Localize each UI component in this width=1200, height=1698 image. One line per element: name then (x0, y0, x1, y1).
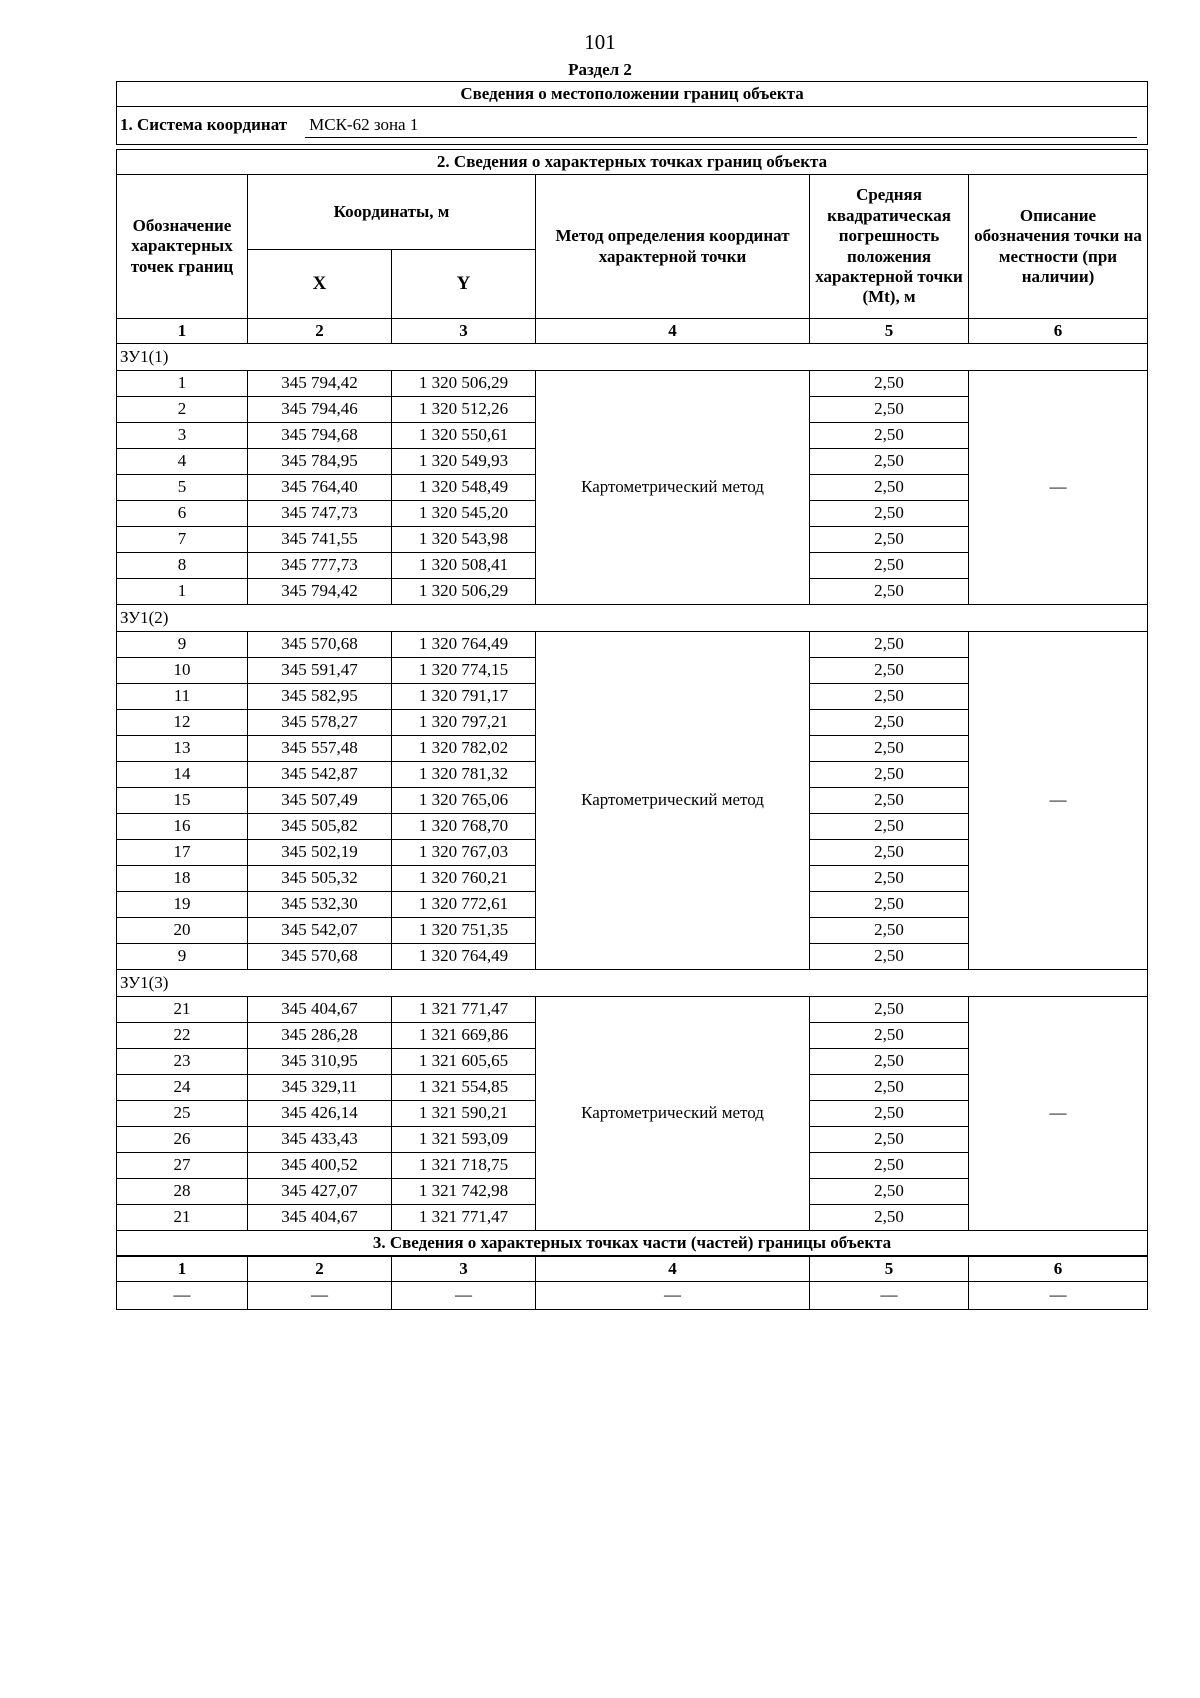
coord-y: 1 320 797,21 (392, 710, 536, 736)
coord-y: 1 320 765,06 (392, 788, 536, 814)
point-number: 16 (117, 814, 248, 840)
coord-x: 345 427,07 (248, 1179, 392, 1205)
point-number: 6 (117, 501, 248, 527)
point-number: 2 (117, 397, 248, 423)
coord-y: 1 320 772,61 (392, 892, 536, 918)
coord-y: 1 320 550,61 (392, 423, 536, 449)
coord-x: 345 747,73 (248, 501, 392, 527)
coord-y: 1 320 548,49 (392, 475, 536, 501)
coord-y: 1 320 782,02 (392, 736, 536, 762)
header-coordinates: Координаты, м (248, 175, 536, 250)
point-number: 19 (117, 892, 248, 918)
point-number: 25 (117, 1101, 248, 1127)
mean-error: 2,50 (810, 632, 969, 658)
coord-x: 345 433,43 (248, 1127, 392, 1153)
coord-x: 345 557,48 (248, 736, 392, 762)
table-row (117, 997, 1148, 1023)
column-number: 6 (969, 319, 1148, 344)
description-cell: — (969, 632, 1148, 970)
point-number: 5 (117, 475, 248, 501)
coord-y: 1 321 771,47 (392, 1205, 536, 1231)
coord-x: 345 794,68 (248, 423, 392, 449)
header-description: Описание обозначения точки на местности (при наличии) (969, 175, 1148, 319)
coord-x: 345 505,82 (248, 814, 392, 840)
mean-error: 2,50 (810, 1023, 969, 1049)
point-number: 24 (117, 1075, 248, 1101)
coord-x: 345 578,27 (248, 710, 392, 736)
empty-cell: — (248, 1282, 392, 1310)
mean-error: 2,50 (810, 1101, 969, 1127)
coord-y: 1 320 781,32 (392, 762, 536, 788)
coord-x: 345 502,19 (248, 840, 392, 866)
point-number: 9 (117, 632, 248, 658)
coord-x: 345 570,68 (248, 632, 392, 658)
coord-x: 345 505,32 (248, 866, 392, 892)
column-number: 4 (536, 319, 810, 344)
point-number: 11 (117, 684, 248, 710)
header-y: Y (392, 250, 536, 319)
column-number: 2 (248, 1256, 392, 1282)
coord-y: 1 320 506,29 (392, 371, 536, 397)
coord-y: 1 320 767,03 (392, 840, 536, 866)
coord-y: 1 320 549,93 (392, 449, 536, 475)
mean-error: 2,50 (810, 553, 969, 579)
coord-y: 1 320 760,21 (392, 866, 536, 892)
coord-x: 345 777,73 (248, 553, 392, 579)
coord-x: 345 286,28 (248, 1023, 392, 1049)
page-number: 101 (584, 30, 616, 54)
coord-y: 1 321 593,09 (392, 1127, 536, 1153)
point-number: 23 (117, 1049, 248, 1075)
mean-error: 2,50 (810, 423, 969, 449)
points-section-title: 2. Сведения о характерных точках границ объекта (117, 150, 1148, 175)
mean-error: 2,50 (810, 527, 969, 553)
mean-error: 2,50 (810, 814, 969, 840)
point-number: 20 (117, 918, 248, 944)
point-number: 14 (117, 762, 248, 788)
mean-error: 2,50 (810, 710, 969, 736)
column-number: 1 (117, 1256, 248, 1282)
coord-y: 1 320 768,70 (392, 814, 536, 840)
group-name: ЗУ1(2) (117, 605, 1148, 632)
coord-y: 1 321 554,85 (392, 1075, 536, 1101)
coord-x: 345 582,95 (248, 684, 392, 710)
coord-x: 345 404,67 (248, 997, 392, 1023)
coord-y: 1 321 669,86 (392, 1023, 536, 1049)
header-point-designation: Обозначение характерных точек границ (117, 175, 248, 319)
mean-error: 2,50 (810, 475, 969, 501)
point-number: 3 (117, 423, 248, 449)
empty-cell: — (969, 1282, 1148, 1310)
mean-error: 2,50 (810, 1075, 969, 1101)
coord-y: 1 321 718,75 (392, 1153, 536, 1179)
coord-y: 1 320 764,49 (392, 632, 536, 658)
coord-y: 1 321 590,21 (392, 1101, 536, 1127)
empty-cell: — (392, 1282, 536, 1310)
point-number: 22 (117, 1023, 248, 1049)
column-number-row (117, 319, 1148, 344)
parts-empty-row (117, 1282, 1148, 1310)
coord-system-label: 1. Система координат (120, 115, 288, 135)
mean-error: 2,50 (810, 1153, 969, 1179)
method-cell: Картометрический метод (536, 632, 810, 970)
point-number: 17 (117, 840, 248, 866)
mean-error: 2,50 (810, 840, 969, 866)
coord-x: 345 542,87 (248, 762, 392, 788)
empty-cell: — (536, 1282, 810, 1310)
group-name: ЗУ1(3) (117, 970, 1148, 997)
coord-x: 345 784,95 (248, 449, 392, 475)
mean-error: 2,50 (810, 579, 969, 605)
section-title: Раздел 2 (568, 60, 632, 79)
coord-x: 345 570,68 (248, 944, 392, 970)
point-number: 9 (117, 944, 248, 970)
mean-error: 2,50 (810, 1127, 969, 1153)
column-number: 3 (392, 319, 536, 344)
point-number: 18 (117, 866, 248, 892)
coord-x: 345 794,46 (248, 397, 392, 423)
table-row (117, 632, 1148, 658)
mean-error: 2,50 (810, 449, 969, 475)
location-banner: Сведения о местоположении границ объекта (117, 82, 1148, 107)
description-cell: — (969, 371, 1148, 605)
coord-y: 1 320 545,20 (392, 501, 536, 527)
coord-x: 345 794,42 (248, 371, 392, 397)
method-cell: Картометрический метод (536, 997, 810, 1231)
coord-x: 345 764,40 (248, 475, 392, 501)
point-number: 15 (117, 788, 248, 814)
coord-y: 1 320 543,98 (392, 527, 536, 553)
mean-error: 2,50 (810, 944, 969, 970)
header-mean-error: Средняя квадратическая погрешность положения характерной точки (Mt), м (810, 175, 969, 319)
point-number: 8 (117, 553, 248, 579)
mean-error: 2,50 (810, 1205, 969, 1231)
coord-x: 345 404,67 (248, 1205, 392, 1231)
parts-column-number-row (117, 1256, 1148, 1282)
coord-x: 345 741,55 (248, 527, 392, 553)
mean-error: 2,50 (810, 762, 969, 788)
point-number: 27 (117, 1153, 248, 1179)
coord-y: 1 320 508,41 (392, 553, 536, 579)
coord-y: 1 320 751,35 (392, 918, 536, 944)
coord-x: 345 329,11 (248, 1075, 392, 1101)
mean-error: 2,50 (810, 397, 969, 423)
coord-y: 1 320 764,49 (392, 944, 536, 970)
point-number: 28 (117, 1179, 248, 1205)
header-method: Метод определения координат характерной точки (536, 175, 810, 319)
coord-x: 345 400,52 (248, 1153, 392, 1179)
coord-y: 1 320 512,26 (392, 397, 536, 423)
point-number: 26 (117, 1127, 248, 1153)
column-number: 5 (810, 1256, 969, 1282)
coord-x: 345 794,42 (248, 579, 392, 605)
point-number: 1 (117, 371, 248, 397)
empty-cell: — (117, 1282, 248, 1310)
boundary-table (116, 81, 1148, 1310)
mean-error: 2,50 (810, 918, 969, 944)
parts-section-title: 3. Сведения о характерных точках части (частей) границы объекта (117, 1231, 1148, 1257)
coord-x: 345 532,30 (248, 892, 392, 918)
column-number: 2 (248, 319, 392, 344)
coord-x: 345 310,95 (248, 1049, 392, 1075)
column-number: 1 (117, 319, 248, 344)
table-row (117, 371, 1148, 397)
method-cell: Картометрический метод (536, 371, 810, 605)
header-x: X (248, 250, 392, 319)
mean-error: 2,50 (810, 501, 969, 527)
point-number: 13 (117, 736, 248, 762)
coord-system-row (117, 107, 1148, 145)
mean-error: 2,50 (810, 892, 969, 918)
coord-y: 1 321 771,47 (392, 997, 536, 1023)
description-cell: — (969, 997, 1148, 1231)
mean-error: 2,50 (810, 684, 969, 710)
point-number: 21 (117, 1205, 248, 1231)
mean-error: 2,50 (810, 1049, 969, 1075)
point-number: 4 (117, 449, 248, 475)
mean-error: 2,50 (810, 997, 969, 1023)
coord-y: 1 320 506,29 (392, 579, 536, 605)
point-number: 10 (117, 658, 248, 684)
column-number: 4 (536, 1256, 810, 1282)
coord-y: 1 320 774,15 (392, 658, 536, 684)
group-name: ЗУ1(1) (117, 344, 1148, 371)
coord-x: 345 426,14 (248, 1101, 392, 1127)
mean-error: 2,50 (810, 658, 969, 684)
coord-y: 1 320 791,17 (392, 684, 536, 710)
mean-error: 2,50 (810, 866, 969, 892)
column-number: 3 (392, 1256, 536, 1282)
coord-system-value: МСК-62 зона 1 (305, 113, 1137, 138)
point-number: 7 (117, 527, 248, 553)
point-number: 12 (117, 710, 248, 736)
coord-x: 345 591,47 (248, 658, 392, 684)
mean-error: 2,50 (810, 788, 969, 814)
coord-y: 1 321 605,65 (392, 1049, 536, 1075)
mean-error: 2,50 (810, 1179, 969, 1205)
column-number: 5 (810, 319, 969, 344)
column-number: 6 (969, 1256, 1148, 1282)
empty-cell: — (810, 1282, 969, 1310)
mean-error: 2,50 (810, 371, 969, 397)
point-number: 1 (117, 579, 248, 605)
coord-x: 345 542,07 (248, 918, 392, 944)
coord-x: 345 507,49 (248, 788, 392, 814)
coord-y: 1 321 742,98 (392, 1179, 536, 1205)
mean-error: 2,50 (810, 736, 969, 762)
point-number: 21 (117, 997, 248, 1023)
